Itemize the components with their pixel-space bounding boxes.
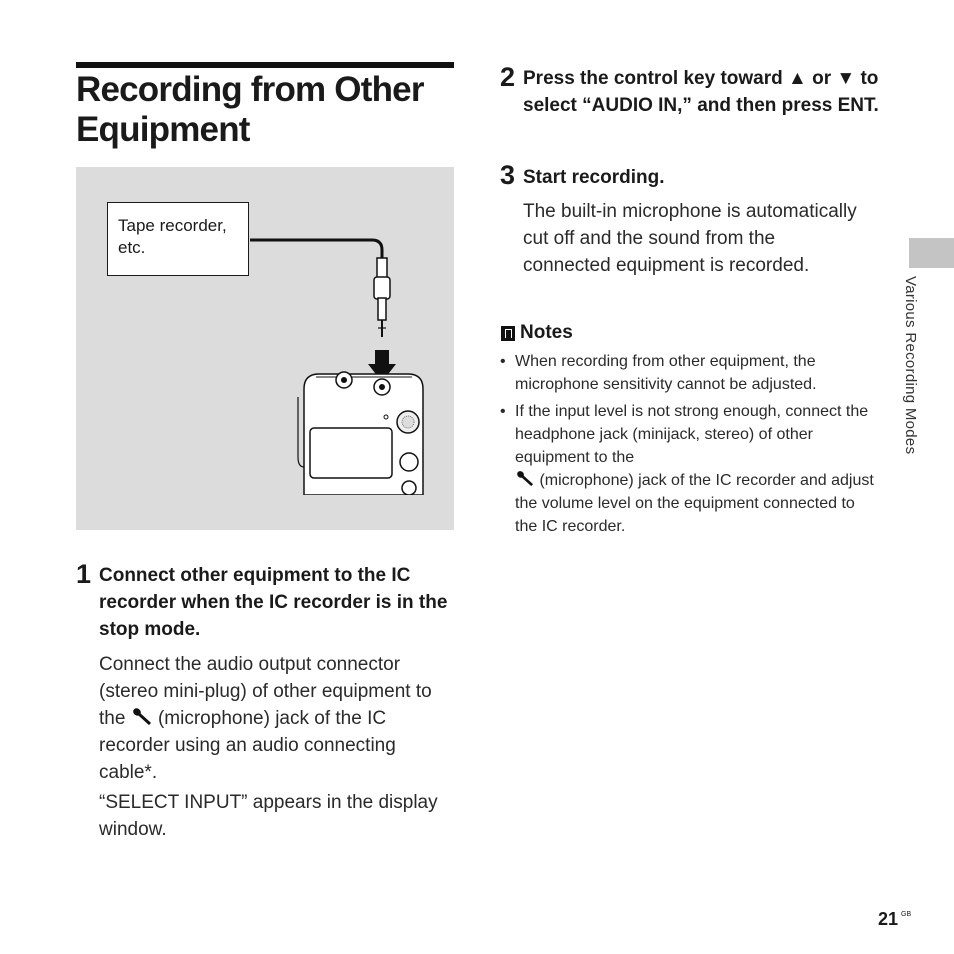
notes-heading-label: Notes [520,322,573,343]
tape-recorder-label: Tape recorder, etc. [107,202,249,276]
step-1-body: Connect the audio output connector (stereo mini-plug) of other equipment to the (microphone) jack of the IC recorder using an audio connecting cable*. [99,654,432,783]
microphone-icon [131,707,153,725]
microphone-icon [515,470,535,486]
step-2-heading: Press the control key toward ▲ or ▼ to select “AUDIO IN,” and then press ENT. [523,68,879,116]
step-3-heading: Start recording. [523,167,665,188]
note-item-1: • When recording from other equipment, the microphone sensitivity cannot be adjusted. [498,350,878,396]
note-item-2: • If the input level is not strong enough, connect the headphone jack (minijack, stereo) of other equipment to the (microphone) jack of the IC recorder and adjust the volume level on the equipment connected to the IC recorder. [498,400,878,538]
side-tab [909,238,954,268]
step-3-number: 3 [500,160,516,190]
step-3-body: The built-in microphone is automatically cut off and the sound from the connected equipment is recorded. [523,201,857,276]
connection-illustration [76,167,454,530]
step-1-heading: Connect other equipment to the IC recorder when the IC recorder is in the stop mode. [99,565,448,640]
title-rule [76,62,454,68]
section-side-label: Various Recording Modes [902,276,919,455]
note-icon [501,326,515,341]
step-1-number: 1 [76,559,92,589]
notes-heading [501,321,573,345]
step-2-number: 2 [500,62,516,92]
step-1-body-2: “SELECT INPUT” appears in the display window. [99,792,438,840]
notes-list [498,350,878,542]
page-title: Recording from Other Equipment [76,70,424,149]
page-number: 21 [878,909,899,929]
page-suffix: GB [901,911,912,918]
